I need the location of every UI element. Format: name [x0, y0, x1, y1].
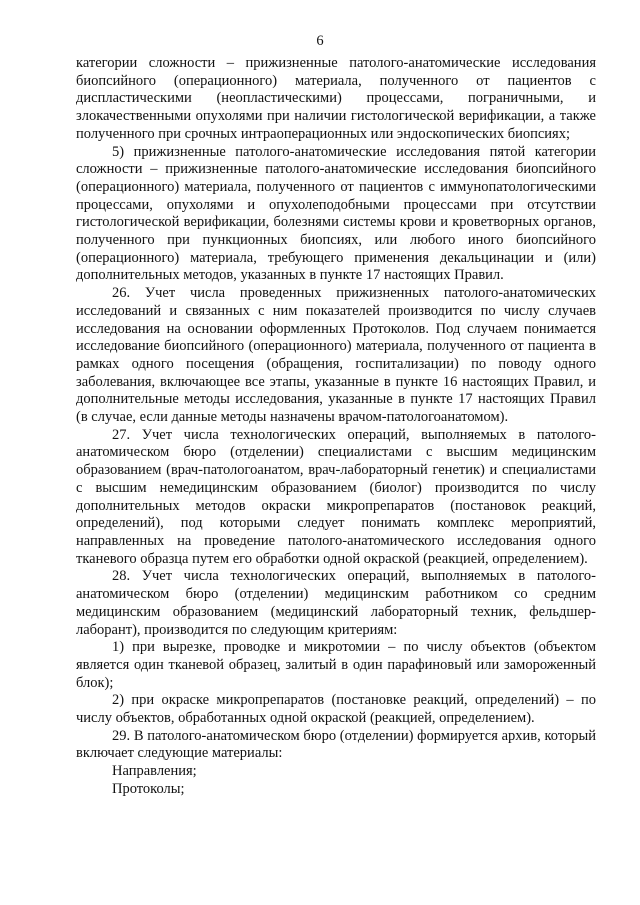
paragraph-28-item-1: 1) при вырезке, проводке и микротомии – по числу объектов (объектом является один тканевой образец, залитый в один парафиновый или замороженный блок); — [76, 639, 596, 691]
archive-item-protocols: Протоколы; — [112, 780, 185, 797]
paragraph-26: 26. Учет числа проведенных прижизненных патолого-анатомических исследований и связанных с ним показателей производится по числу случаев исследования на основании оформленных Протоколов. Под случаем понимается исследование биопсийного (операционного) материала, полученного от пациента в рамках одного посещения (обращения, госпитализации) по поводу одного заболевания, включающее все этапы, указанные в пункте 16 настоящих Правил, и дополнительные методы исследования, указанные в пункте 17 настоящих Правил (в случае, если данные методы назначены врачом-патологоанатомом). — [76, 285, 596, 426]
paragraph-28-item-2: 2) при окраске микропрепаратов (постановке реакций, определений) – по числу объектов, обработанных одной окраской (реакцией, определением). — [76, 692, 596, 727]
document-body — [76, 55, 596, 799]
archive-item-referrals: Направления; — [112, 763, 197, 780]
paragraph-29: 29. В патолого-анатомическом бюро (отделении) формируется архив, который включает следующие материалы: — [76, 727, 596, 762]
paragraph-item-5: 5) прижизненные патолого-анатомические исследования пятой категории сложности – прижизненные патолого-анатомические исследования биопсийного (операционного) материала, полученного от пациентов с иммунопатологическими процессами, опухолями и опухолеподобными процессами при отсутствии гистологической верификации, болезнями системы крови и кроветворных органов, полученного при пункционных биопсиях, или любого иного биопсийного (операционного) материала, требующего применения декальцинации и (или) дополнительных методов, указанных в пункте 17 настоящих Правил. — [76, 143, 596, 284]
paragraph-27: 27. Учет числа технологических операций, выполняемых в патолого-анатомическом бюро (отделении) специалистами с высшим медицинским образованием (врач-патологоанатом, врач-лабораторный генетик) и специалистами с высшим немедицинским образованием (биолог) производится по числу дополнительных методов окраски микропрепаратов (постановок реакций, определений), под которыми следует понимать комплекс мероприятий, направленных на проведение патолого-анатомического исследования одного тканевого образца путем его обработки одной окраской (реакцией, определением). — [76, 426, 596, 567]
paragraph-continuation: категории сложности – прижизненные патолого-анатомические исследования биопсийного (операционного) материала, полученного от пациентов с диспластическими (неопластическими) процессами, пограничными, и злокачественными опухолями при наличии гистологической верификации, а также полученного при срочных интраоперационных или эндоскопических биопсиях; — [76, 55, 596, 142]
page-number: 6 — [316, 33, 324, 49]
paragraph-28: 28. Учет числа технологических операций, выполняемых в патолого-анатомическом бюро (отделении) медицинским работником со средним медицинским образованием (медицинский лабораторный техник, фельдшер-лаборант), производится по следующим критериям: — [76, 568, 596, 638]
